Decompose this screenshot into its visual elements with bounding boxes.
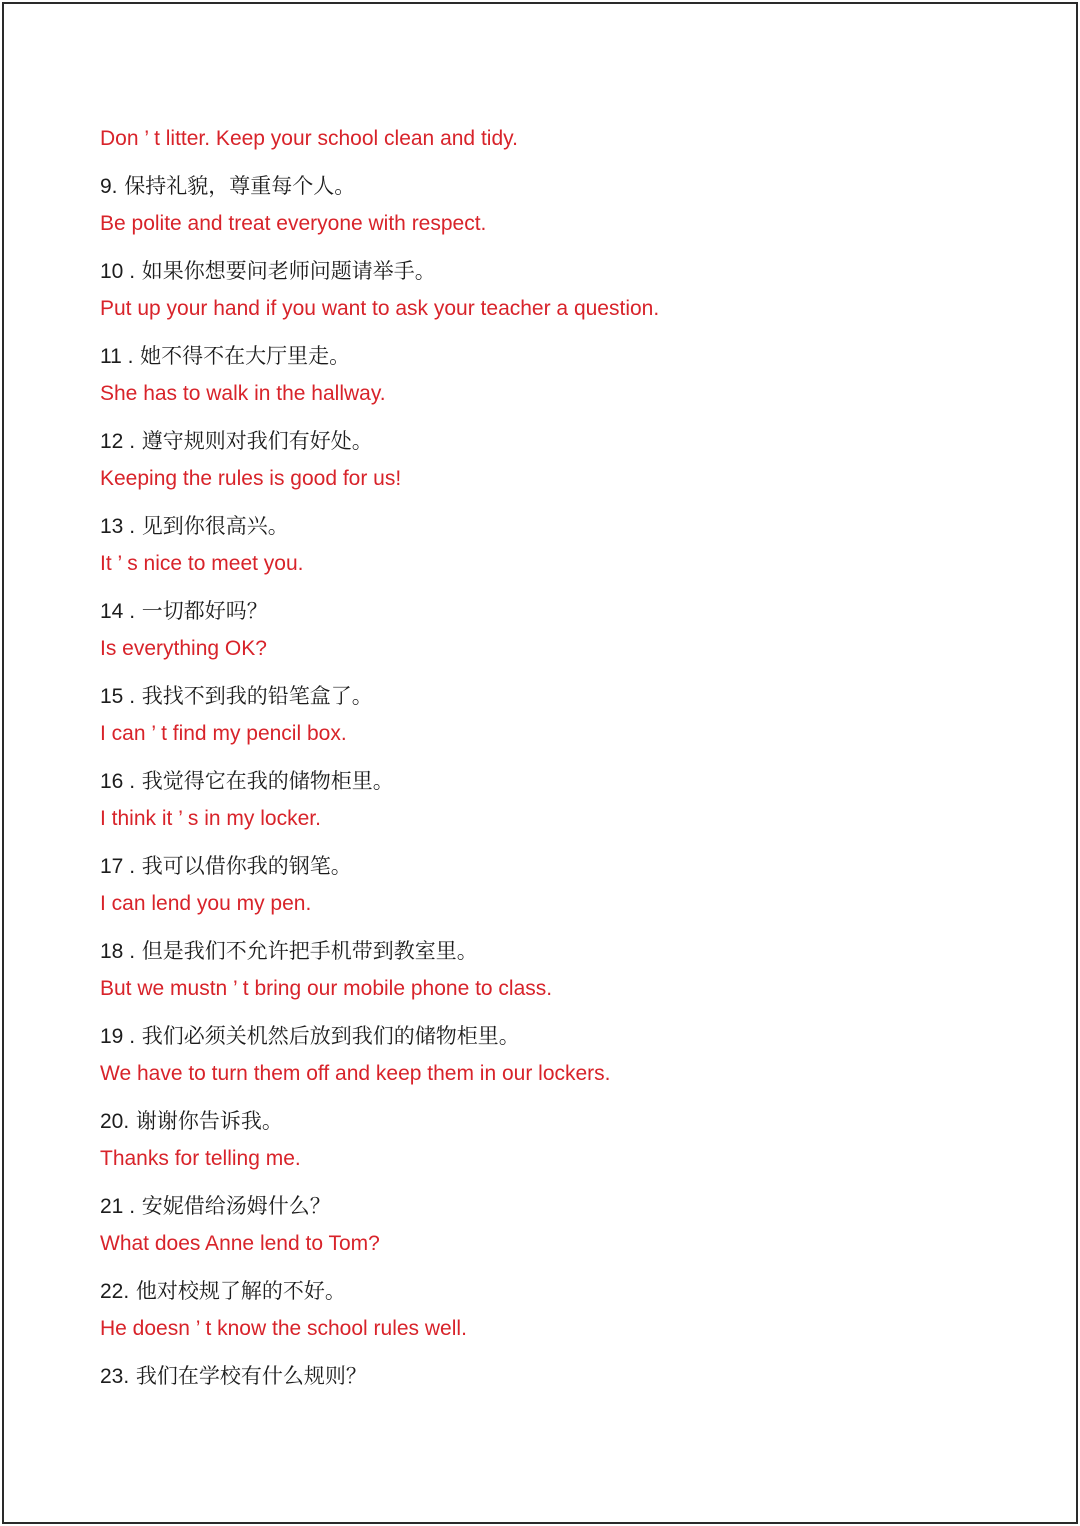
chinese-text: 但是我们不允许把手机带到教室里。 [141, 938, 478, 963]
english-sentence: We have to turn them off and keep them in our lockers. [100, 1062, 611, 1085]
chinese-text: 我们在学校有什么规则？ [135, 1363, 367, 1388]
chinese-text: 见到你很高兴。 [141, 513, 289, 538]
english-sentence: I can lend you my pen. [100, 892, 312, 915]
english-sentence: Is everything OK? [100, 637, 267, 660]
document-page [2, 2, 1078, 1524]
item-number: 23. [100, 1364, 130, 1388]
chinese-text: 如果你想要问老师问题请举手。 [141, 258, 436, 283]
chinese-sentence [100, 1020, 1060, 1063]
sentence-list [100, 127, 1060, 1402]
english-sentence: I think it ’ s in my locker. [100, 807, 321, 830]
english-sentence: Put up your hand if you want to ask your teacher a question. [100, 297, 660, 320]
chinese-sentence [100, 1190, 1060, 1233]
item-number: 18 . [100, 939, 136, 963]
english-sentence: She has to walk in the hallway. [100, 382, 386, 405]
chinese-text: 一切都好吗？ [141, 598, 268, 623]
chinese-sentence [100, 595, 1060, 638]
chinese-sentence [100, 1105, 1060, 1148]
item-number: 10 . [100, 259, 136, 283]
chinese-text: 她不得不在大厅里走。 [140, 343, 351, 368]
item-number: 20. [100, 1109, 130, 1133]
item-number: 14 . [100, 599, 136, 623]
item-number: 19 . [100, 1024, 136, 1048]
chinese-text: 他对校规了解的不好。 [135, 1278, 346, 1303]
chinese-text: 遵守规则对我们有好处。 [141, 428, 373, 453]
english-sentence: It ’ s nice to meet you. [100, 552, 304, 575]
item-number: 16 . [100, 769, 136, 793]
chinese-text: 谢谢你告诉我。 [135, 1108, 283, 1133]
chinese-text: 保持礼貌，尊重每个人。 [124, 173, 356, 198]
chinese-sentence [100, 850, 1060, 893]
chinese-sentence [100, 510, 1060, 553]
item-number: 21 . [100, 1194, 136, 1218]
item-number: 13 . [100, 514, 136, 538]
chinese-text: 我找不到我的铅笔盒了。 [141, 683, 373, 708]
english-sentence: Be polite and treat everyone with respect. [100, 212, 487, 235]
chinese-sentence [100, 765, 1060, 808]
chinese-text: 我们必须关机然后放到我们的储物柜里。 [141, 1023, 520, 1048]
english-sentence: I can ’ t find my pencil box. [100, 722, 347, 745]
item-number: 11 . [100, 344, 134, 368]
english-sentence: What does Anne lend to Tom? [100, 1232, 380, 1255]
item-number: 17 . [100, 854, 136, 878]
chinese-sentence [100, 1275, 1060, 1318]
english-sentence-first: Don ’ t litter. Keep your school clean and tidy. [100, 127, 518, 150]
chinese-sentence [100, 425, 1060, 468]
chinese-text: 安妮借给汤姆什么？ [141, 1193, 331, 1218]
item-number: 15 . [100, 684, 136, 708]
english-sentence: But we mustn ’ t bring our mobile phone to class. [100, 977, 553, 1000]
english-sentence: Thanks for telling me. [100, 1147, 301, 1170]
item-number: 22. [100, 1279, 130, 1303]
english-sentence: He doesn ’ t know the school rules well. [100, 1317, 467, 1340]
english-sentence: Keeping the rules is good for us! [100, 467, 402, 490]
chinese-text: 我可以借你我的钢笔。 [141, 853, 352, 878]
item-number: 12 . [100, 429, 136, 453]
chinese-sentence [100, 170, 1060, 213]
chinese-sentence [100, 680, 1060, 723]
chinese-sentence [100, 255, 1060, 298]
item-container [100, 170, 1060, 1403]
chinese-sentence [100, 935, 1060, 978]
chinese-sentence [100, 340, 1060, 383]
chinese-text: 我觉得它在我的储物柜里。 [141, 768, 394, 793]
item-number: 9. [100, 174, 118, 198]
chinese-sentence [100, 1360, 1060, 1403]
